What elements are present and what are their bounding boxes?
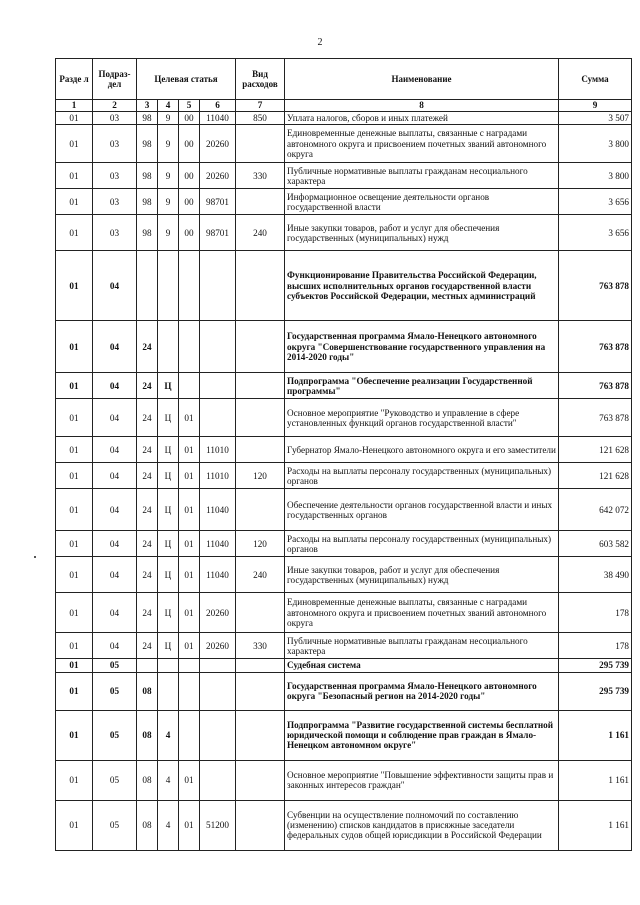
- cell-cs1: 08: [137, 672, 158, 710]
- cell-cs3: 01: [179, 760, 200, 800]
- cell-summa: 603 582: [559, 531, 632, 557]
- cell-razdel: 01: [56, 760, 93, 800]
- table-row: [56, 672, 632, 710]
- header-celevaya-statya: Целевая статья: [137, 59, 236, 100]
- cell-vid-rashodov: [236, 710, 285, 760]
- header-row: [56, 59, 632, 100]
- cell-vid-rashodov: 240: [236, 215, 285, 251]
- cell-podrazdel: 03: [93, 215, 137, 251]
- cell-naimenovanie: Основное мероприятие "Руководство и управление в сфере установленных функций органов государственной власти": [285, 399, 559, 437]
- cell-cs2: 9: [158, 125, 179, 163]
- cell-cs2: 4: [158, 710, 179, 760]
- cell-cs3: 00: [179, 125, 200, 163]
- cell-razdel: 01: [56, 215, 93, 251]
- cell-cs1: 24: [137, 463, 158, 489]
- cell-vid-rashodov: [236, 399, 285, 437]
- cell-podrazdel: 05: [93, 800, 137, 850]
- cell-razdel: 01: [56, 531, 93, 557]
- cell-summa: 1 161: [559, 800, 632, 850]
- cell-cs1: 24: [137, 399, 158, 437]
- table-row: [56, 399, 632, 437]
- cell-cs3: 01: [179, 399, 200, 437]
- cell-cs4: [200, 659, 236, 672]
- cell-cs1: 24: [137, 531, 158, 557]
- cell-cs4: 20260: [200, 593, 236, 633]
- cell-summa: 763 878: [559, 399, 632, 437]
- cell-cs3: 00: [179, 189, 200, 215]
- scan-speck: [34, 556, 36, 558]
- cell-cs1: 98: [137, 215, 158, 251]
- cell-podrazdel: 04: [93, 531, 137, 557]
- cell-podrazdel: 03: [93, 163, 137, 189]
- table-row: [56, 633, 632, 659]
- cell-cs1: 24: [137, 437, 158, 463]
- cell-cs2: [158, 251, 179, 321]
- cell-summa: 1 161: [559, 710, 632, 760]
- table-row: [56, 760, 632, 800]
- cell-podrazdel: 05: [93, 710, 137, 760]
- cell-cs4: [200, 760, 236, 800]
- cell-summa: 763 878: [559, 251, 632, 321]
- cell-cs1: 24: [137, 593, 158, 633]
- cell-summa: 38 490: [559, 557, 632, 593]
- cell-podrazdel: 04: [93, 463, 137, 489]
- cell-cs1: 98: [137, 125, 158, 163]
- cell-summa: 3 507: [559, 112, 632, 125]
- cell-vid-rashodov: [236, 189, 285, 215]
- cell-cs4: 11010: [200, 463, 236, 489]
- cell-razdel: 01: [56, 373, 93, 399]
- cell-cs4: 11040: [200, 531, 236, 557]
- column-number: 6: [200, 100, 236, 112]
- cell-cs3: 00: [179, 112, 200, 125]
- cell-summa: 1 161: [559, 760, 632, 800]
- cell-naimenovanie: Публичные нормативные выплаты гражданам несоциального характера: [285, 163, 559, 189]
- cell-summa: 121 628: [559, 437, 632, 463]
- cell-cs4: [200, 710, 236, 760]
- cell-podrazdel: 05: [93, 760, 137, 800]
- cell-vid-rashodov: [236, 760, 285, 800]
- cell-podrazdel: 04: [93, 593, 137, 633]
- cell-podrazdel: 03: [93, 125, 137, 163]
- cell-naimenovanie: Подпрограмма "Развитие государственной системы бесплатной юридической помощи и соблюдение прав граждан в Ямало-Ненецком автономном округе": [285, 710, 559, 760]
- cell-cs1: 24: [137, 557, 158, 593]
- cell-cs1: 98: [137, 112, 158, 125]
- cell-cs2: 9: [158, 163, 179, 189]
- cell-naimenovanie: Судебная система: [285, 659, 559, 672]
- header-razdel: Разде л: [56, 59, 93, 100]
- cell-summa: 295 739: [559, 659, 632, 672]
- cell-cs4: [200, 373, 236, 399]
- table-row: [56, 489, 632, 531]
- cell-cs1: 98: [137, 189, 158, 215]
- cell-razdel: 01: [56, 659, 93, 672]
- cell-vid-rashodov: 120: [236, 531, 285, 557]
- cell-podrazdel: 04: [93, 557, 137, 593]
- cell-cs3: 01: [179, 531, 200, 557]
- cell-naimenovanie: Единовременные денежные выплаты, связанные с наградами автономного округа и присвоением почетных званий автономного округа: [285, 125, 559, 163]
- cell-cs2: Ц: [158, 437, 179, 463]
- table-row: [56, 531, 632, 557]
- cell-vid-rashodov: [236, 251, 285, 321]
- cell-cs2: 4: [158, 800, 179, 850]
- cell-razdel: 01: [56, 489, 93, 531]
- table-row: [56, 659, 632, 672]
- cell-podrazdel: 04: [93, 321, 137, 373]
- column-number: 9: [559, 100, 632, 112]
- cell-razdel: 01: [56, 399, 93, 437]
- cell-cs3: 01: [179, 800, 200, 850]
- cell-razdel: 01: [56, 633, 93, 659]
- cell-razdel: 01: [56, 800, 93, 850]
- column-number: 5: [179, 100, 200, 112]
- table-row: [56, 163, 632, 189]
- table-row: [56, 463, 632, 489]
- cell-cs4: 98701: [200, 189, 236, 215]
- cell-naimenovanie: Функционирование Правительства Российской Федерации, высших исполнительных органов государственной власти субъектов Российской Федерации, местных администраций: [285, 251, 559, 321]
- cell-cs1: [137, 659, 158, 672]
- cell-cs4: 11010: [200, 437, 236, 463]
- cell-summa: 642 072: [559, 489, 632, 531]
- header-podrazdel: Подраз-дел: [93, 59, 137, 100]
- cell-cs3: [179, 373, 200, 399]
- cell-podrazdel: 04: [93, 633, 137, 659]
- header-summa: Сумма: [559, 59, 632, 100]
- table-row: [56, 373, 632, 399]
- cell-summa: 178: [559, 593, 632, 633]
- cell-cs1: 98: [137, 163, 158, 189]
- cell-razdel: 01: [56, 163, 93, 189]
- header-naimenovanie: Наименование: [285, 59, 559, 100]
- cell-vid-rashodov: 120: [236, 463, 285, 489]
- cell-cs2: Ц: [158, 557, 179, 593]
- cell-cs1: 24: [137, 321, 158, 373]
- cell-naimenovanie: Обеспечение деятельности органов государственной власти и иных государственных органов: [285, 489, 559, 531]
- cell-cs3: 01: [179, 463, 200, 489]
- cell-cs1: 24: [137, 633, 158, 659]
- cell-naimenovanie: Единовременные денежные выплаты, связанные с наградами автономного округа и присвоением почетных званий автономного округа: [285, 593, 559, 633]
- cell-naimenovanie: Информационное освещение деятельности органов государственной власти: [285, 189, 559, 215]
- cell-cs4: [200, 399, 236, 437]
- cell-cs4: 11040: [200, 557, 236, 593]
- table-row: [56, 321, 632, 373]
- column-number: 4: [158, 100, 179, 112]
- table-row: [56, 215, 632, 251]
- cell-summa: 3 800: [559, 163, 632, 189]
- column-number: 1: [56, 100, 93, 112]
- cell-naimenovanie: Государственная программа Ямало-Ненецкого автономного округа "Безопасный регион на 2014-2020 годы": [285, 672, 559, 710]
- table-row: [56, 800, 632, 850]
- cell-razdel: 01: [56, 112, 93, 125]
- cell-podrazdel: 04: [93, 399, 137, 437]
- cell-naimenovanie: Публичные нормативные выплаты гражданам несоциального характера: [285, 633, 559, 659]
- cell-cs3: 01: [179, 437, 200, 463]
- cell-cs4: [200, 672, 236, 710]
- cell-podrazdel: 03: [93, 112, 137, 125]
- cell-vid-rashodov: 330: [236, 633, 285, 659]
- cell-cs2: [158, 659, 179, 672]
- cell-naimenovanie: Государственная программа Ямало-Ненецкого автономного округа "Совершенствование государственного управления на 2014-2020 годы": [285, 321, 559, 373]
- cell-cs1: 24: [137, 373, 158, 399]
- cell-cs3: 00: [179, 215, 200, 251]
- cell-cs1: 24: [137, 489, 158, 531]
- cell-cs2: [158, 672, 179, 710]
- cell-cs3: [179, 672, 200, 710]
- cell-cs2: Ц: [158, 463, 179, 489]
- cell-razdel: 01: [56, 321, 93, 373]
- table-row: [56, 112, 632, 125]
- cell-podrazdel: 05: [93, 659, 137, 672]
- cell-vid-rashodov: [236, 489, 285, 531]
- cell-cs3: [179, 659, 200, 672]
- cell-cs4: 20260: [200, 163, 236, 189]
- cell-cs1: [137, 251, 158, 321]
- cell-cs4: 51200: [200, 800, 236, 850]
- budget-table: [55, 58, 632, 851]
- cell-cs3: [179, 710, 200, 760]
- column-number: 3: [137, 100, 158, 112]
- cell-naimenovanie: Уплата налогов, сборов и иных платежей: [285, 112, 559, 125]
- cell-cs2: 4: [158, 760, 179, 800]
- cell-cs2: Ц: [158, 593, 179, 633]
- cell-cs3: 01: [179, 557, 200, 593]
- cell-cs4: 11040: [200, 489, 236, 531]
- cell-cs3: 01: [179, 489, 200, 531]
- cell-razdel: 01: [56, 437, 93, 463]
- cell-razdel: 01: [56, 593, 93, 633]
- cell-vid-rashodov: [236, 659, 285, 672]
- cell-naimenovanie: Губернатор Ямало-Ненецкого автономного округа и его заместители: [285, 437, 559, 463]
- cell-naimenovanie: Иные закупки товаров, работ и услуг для обеспечения государственных (муниципальных) нужд: [285, 557, 559, 593]
- table-row: [56, 593, 632, 633]
- cell-razdel: 01: [56, 189, 93, 215]
- cell-cs1: 08: [137, 800, 158, 850]
- cell-razdel: 01: [56, 557, 93, 593]
- cell-cs4: [200, 251, 236, 321]
- cell-summa: 3 656: [559, 215, 632, 251]
- cell-cs1: 08: [137, 710, 158, 760]
- column-number-row: [56, 100, 632, 112]
- cell-naimenovanie: Основное мероприятие "Повышение эффективности защиты прав и законных интересов граждан": [285, 760, 559, 800]
- cell-cs2: [158, 321, 179, 373]
- cell-cs2: 9: [158, 112, 179, 125]
- cell-cs4: 11040: [200, 112, 236, 125]
- table-row: [56, 125, 632, 163]
- header-vid-rashodov: Вид расходов: [236, 59, 285, 100]
- cell-cs4: 20260: [200, 633, 236, 659]
- table-row: [56, 710, 632, 760]
- cell-vid-rashodov: 850: [236, 112, 285, 125]
- cell-vid-rashodov: [236, 800, 285, 850]
- cell-cs4: 20260: [200, 125, 236, 163]
- cell-vid-rashodov: [236, 125, 285, 163]
- cell-cs2: Ц: [158, 633, 179, 659]
- cell-cs4: [200, 321, 236, 373]
- cell-cs4: 98701: [200, 215, 236, 251]
- cell-vid-rashodov: [236, 321, 285, 373]
- cell-cs1: 08: [137, 760, 158, 800]
- cell-podrazdel: 04: [93, 251, 137, 321]
- cell-razdel: 01: [56, 251, 93, 321]
- cell-cs2: 9: [158, 189, 179, 215]
- cell-razdel: 01: [56, 672, 93, 710]
- cell-summa: 3 800: [559, 125, 632, 163]
- cell-cs3: 01: [179, 593, 200, 633]
- cell-summa: 121 628: [559, 463, 632, 489]
- cell-vid-rashodov: [236, 373, 285, 399]
- cell-podrazdel: 04: [93, 489, 137, 531]
- page-number: 2: [317, 37, 323, 48]
- cell-cs2: Ц: [158, 399, 179, 437]
- cell-cs3: [179, 321, 200, 373]
- cell-cs2: Ц: [158, 373, 179, 399]
- table-row: [56, 189, 632, 215]
- cell-podrazdel: 04: [93, 373, 137, 399]
- cell-razdel: 01: [56, 710, 93, 760]
- cell-cs2: Ц: [158, 531, 179, 557]
- cell-razdel: 01: [56, 125, 93, 163]
- cell-naimenovanie: Расходы на выплаты персоналу государственных (муниципальных) органов: [285, 463, 559, 489]
- cell-vid-rashodov: [236, 672, 285, 710]
- table-row: [56, 557, 632, 593]
- cell-podrazdel: 05: [93, 672, 137, 710]
- column-number: 2: [93, 100, 137, 112]
- cell-summa: 295 739: [559, 672, 632, 710]
- cell-cs3: [179, 251, 200, 321]
- cell-summa: 3 656: [559, 189, 632, 215]
- cell-vid-rashodov: [236, 437, 285, 463]
- cell-naimenovanie: Подпрограмма "Обеспечение реализации Государственной программы": [285, 373, 559, 399]
- cell-naimenovanie: Расходы на выплаты персоналу государственных (муниципальных) органов: [285, 531, 559, 557]
- cell-naimenovanie: Иные закупки товаров, работ и услуг для обеспечения государственных (муниципальных) нужд: [285, 215, 559, 251]
- table-row: [56, 437, 632, 463]
- cell-summa: 763 878: [559, 321, 632, 373]
- cell-vid-rashodov: 330: [236, 163, 285, 189]
- cell-vid-rashodov: [236, 593, 285, 633]
- column-number: 7: [236, 100, 285, 112]
- cell-podrazdel: 03: [93, 189, 137, 215]
- cell-cs3: 00: [179, 163, 200, 189]
- cell-summa: 763 878: [559, 373, 632, 399]
- cell-vid-rashodov: 240: [236, 557, 285, 593]
- column-number: 8: [285, 100, 559, 112]
- cell-cs2: Ц: [158, 489, 179, 531]
- cell-cs2: 9: [158, 215, 179, 251]
- cell-summa: 178: [559, 633, 632, 659]
- cell-razdel: 01: [56, 463, 93, 489]
- cell-podrazdel: 04: [93, 437, 137, 463]
- cell-cs3: 01: [179, 633, 200, 659]
- cell-naimenovanie: Субвенции на осуществление полномочий по составлению (изменению) списков кандидатов в присяжные заседатели федеральных судов общей юрисдикции в Российской Федерации: [285, 800, 559, 850]
- table-row: [56, 251, 632, 321]
